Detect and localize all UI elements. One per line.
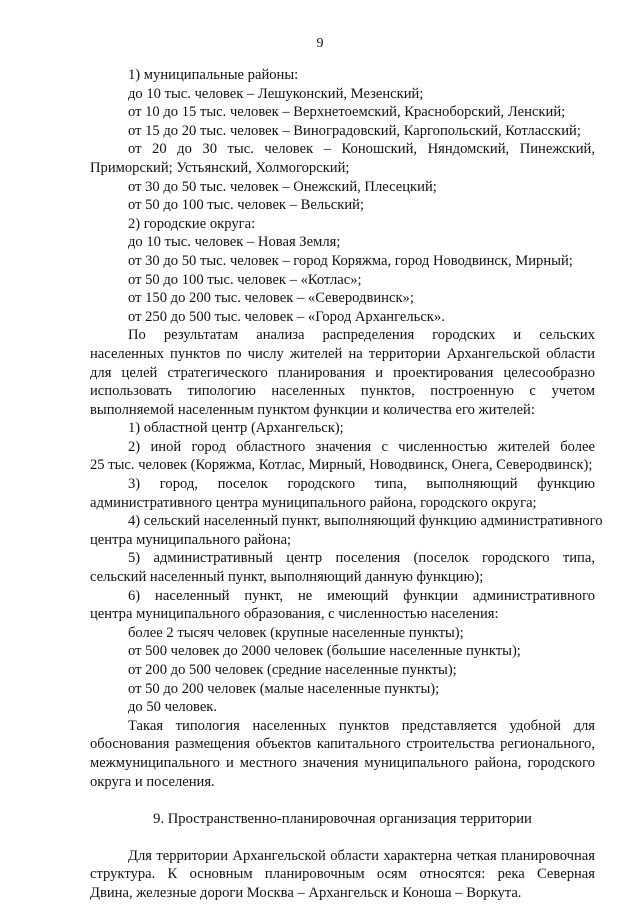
paragraph-line: Двина, железные дороги Москва – Архангельск и Коноша – Воркута. xyxy=(90,884,522,901)
list-item: от 50 до 100 тыс. человек – «Котлас»; xyxy=(128,271,362,288)
list-item: от 30 до 50 тыс. человек – Онежский, Плесецкий; xyxy=(128,178,437,195)
paragraph-line: населенных пунктов по числу жителей на территории Архангельской области xyxy=(90,345,595,362)
paragraph-line: выполняемой населенным пунктом функции и количества его жителей: xyxy=(90,401,535,418)
paragraph-line: межмуниципального и местного значения муниципального района, городского xyxy=(90,754,595,771)
typology-item: 5) административный центр поселения (поселок городского типа, xyxy=(128,550,595,567)
paragraph-line: Для территории Архангельской области характерна четкая планировочная xyxy=(128,847,595,864)
population-group: до 50 человек. xyxy=(128,699,218,716)
list-item: от 10 до 15 тыс. человек – Верхнетоемский, Красноборский, Ленский; xyxy=(128,104,566,121)
paragraph-line: Такая типология населенных пунктов представляется удобной для xyxy=(128,717,595,734)
typology-item-continuation: центра муниципального образования, с численностью населения: xyxy=(90,606,499,623)
population-group: более 2 тысяч человек (крупные населенные пункты); xyxy=(128,624,464,641)
page-body xyxy=(90,66,603,903)
population-group: от 500 человек до 2000 человек (большие населенные пункты); xyxy=(128,643,521,660)
population-group: от 200 до 500 человек (средние населенные пункты); xyxy=(128,662,457,678)
list-item: до 10 тыс. человек – Лешуконский, Мезенский; xyxy=(128,85,424,102)
section-heading: 9. Пространственно-планировочная организация территории xyxy=(153,811,532,828)
list-item: 1) муниципальные районы: xyxy=(128,67,299,83)
list-item: от 20 до 30 тыс. человек – Коношский, Няндомский, Пинежский, xyxy=(128,141,595,158)
typology-item: 2) иной город областного значения с численностью жителей более xyxy=(128,438,595,455)
list-item: от 150 до 200 тыс. человек – «Северодвинск»; xyxy=(128,290,414,307)
typology-item-continuation: центра муниципального района; xyxy=(90,531,292,548)
list-item-continuation: Приморский; Устьянский, Холмогорский; xyxy=(90,159,350,176)
list-item: 2) городские округа: xyxy=(128,215,256,232)
list-item: от 30 до 50 тыс. человек – город Коряжма, город Новодвинск, Мирный; xyxy=(128,252,573,269)
list-item: от 50 до 100 тыс. человек – Вельский; xyxy=(128,197,364,214)
typology-item: 4) сельский населенный пункт, выполняющий функцию административного xyxy=(128,513,603,530)
paragraph-line: для целей стратегического планирования и проектирования целесообразно xyxy=(90,364,595,381)
typology-item-continuation: сельский населенный пункт, выполняющий данную функцию); xyxy=(90,569,484,586)
typology-item-continuation: административного центра муниципального района, городского округа; xyxy=(90,494,537,511)
typology-item: 1) областной центр (Архангельск); xyxy=(128,420,344,437)
typology-item-continuation: 25 тыс. человек (Коряжма, Котлас, Мирный, Новодвинск, Онега, Северодвинск); xyxy=(90,457,593,474)
paragraph-line: По результатам анализа распределения городских и сельских xyxy=(128,327,595,344)
list-item: от 250 до 500 тыс. человек – «Город Архангельск». xyxy=(128,308,445,325)
paragraph-line: округа и поселения. xyxy=(90,773,215,790)
paragraph-line: использовать типологию населенных пунктов, построенную с учетом xyxy=(90,383,595,400)
population-group: от 50 до 200 человек (малые населенные пункты); xyxy=(128,680,440,697)
paragraph-line: обоснования размещения объектов капитального строительства регионального, xyxy=(90,736,595,753)
list-item: до 10 тыс. человек – Новая Земля; xyxy=(128,234,341,251)
paragraph-line: структура. К основным планировочным осям относятся: река Северная xyxy=(90,866,595,883)
typology-item: 6) населенный пункт, не имеющий функции административного xyxy=(128,587,595,604)
list-item: от 15 до 20 тыс. человек – Виноградовский, Каргопольский, Котласский; xyxy=(128,122,581,139)
page-number: 9 xyxy=(316,36,324,51)
typology-item: 3) город, поселок городского типа, выполняющий функцию xyxy=(128,476,595,493)
